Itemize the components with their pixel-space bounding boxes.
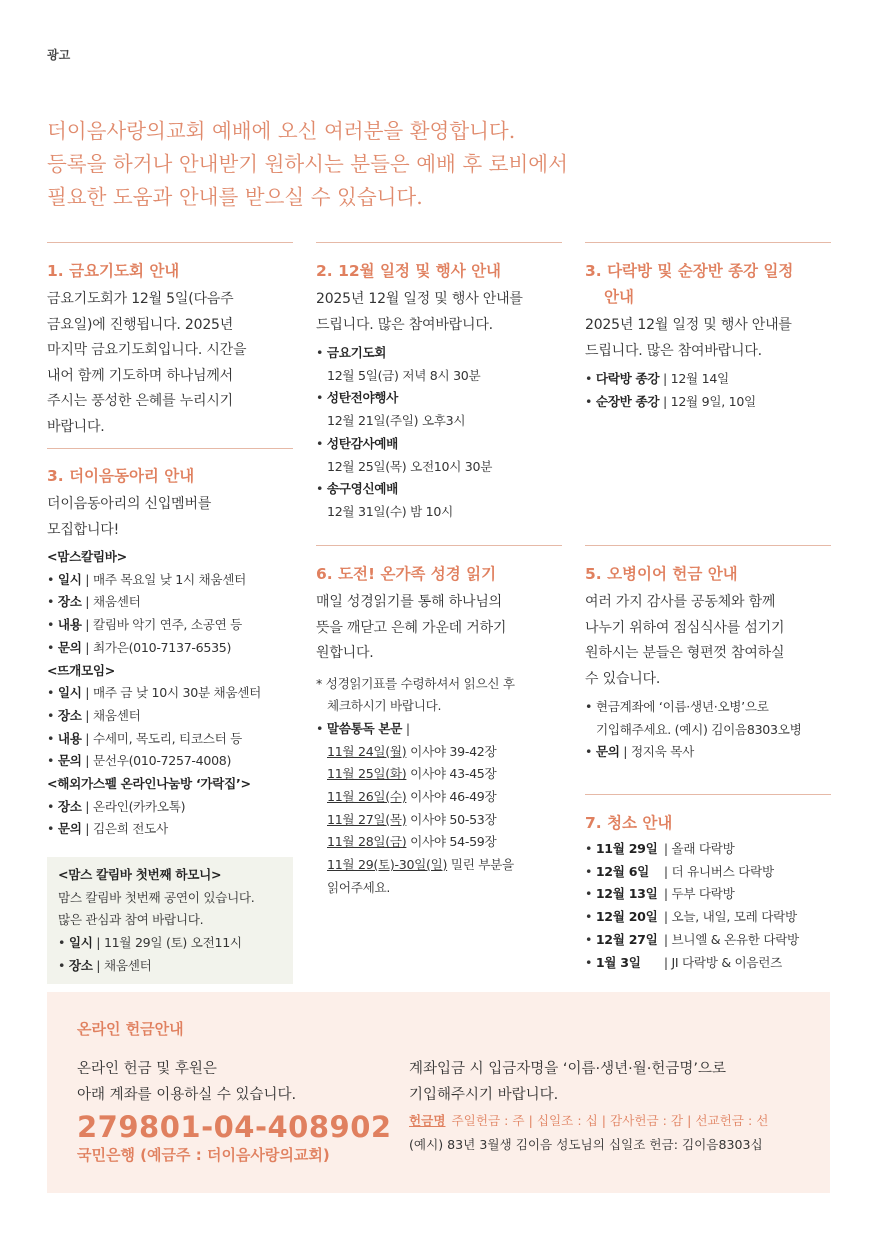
column-1 [47, 242, 293, 440]
note-line: 체크하시기 바랍니다. [327, 698, 442, 714]
event-time: 12월 21일(주일) 오후3시 [327, 413, 466, 429]
reading-item: 11월 29(토)-30일(일) 밀린 부분을 [327, 857, 514, 873]
text-line: 매일 성경읽기를 통해 하나님의 [316, 594, 502, 610]
text-line: 2025년 12월 일정 및 행사 안내를 [316, 291, 523, 307]
list-item: • 성탄전야행사 [316, 390, 399, 406]
event-time: 12월 5일(금) 저녁 8시 30분 [327, 367, 481, 383]
text-line: 여러 가지 감사를 공동체와 함께 [585, 594, 776, 610]
list-item: • 장소 | 채움센터 [47, 707, 141, 723]
column-3-offering [585, 545, 831, 764]
list-item: • 문의 | 김은희 전도사 [47, 821, 168, 837]
reading-item: 11월 26일(수) 이사야 46-49장 [327, 789, 497, 805]
text-line: 나누기 위하여 점심식사를 섬기기 [585, 619, 785, 636]
list-item: • 12월 6일 | 더 유니버스 다락방 [585, 863, 774, 879]
reading-item: 11월 24일(월) 이사야 39-42장 [327, 743, 497, 759]
section-title-bible-reading: 6. 도전! 온가족 성경 읽기 [316, 565, 497, 583]
text-line: 맘스 칼림바 첫번째 공연이 있습니다. [58, 889, 255, 905]
club-groups [47, 546, 293, 841]
list-item: • 일시 | 매주 목요일 낮 1시 채움센터 [47, 571, 247, 587]
text-line: 수 있습니다. [585, 670, 661, 687]
bank-name: 국민은행 (예금주 : 더이음사랑의교회) [77, 1146, 330, 1164]
section-body [316, 287, 562, 338]
welcome-line: 등록을 하거나 안내받기 원하시는 분들은 예배 후 로비에서 [47, 152, 568, 176]
box-header: <맘스 칼림바 첫번째 하모니> [58, 867, 222, 882]
text-line: 온라인 헌금 및 후원은 [77, 1061, 217, 1077]
online-offering-panel [47, 992, 830, 1193]
ad-tag: 광고 [47, 48, 71, 62]
column-1-club [47, 448, 293, 841]
text-line: 내어 함께 기도하며 하나님께서 [47, 367, 233, 384]
list-item: • 금요기도회 [316, 345, 387, 360]
text-line: 뜻을 깨닫고 은혜 가운데 거하기 [316, 619, 507, 636]
list-item: • 장소 | 채움센터 [47, 594, 141, 610]
reading-item: 11월 27일(목) 이사야 50-53장 [327, 811, 497, 827]
deposit-example: (예시) 83년 3월생 김이음 성도님의 십일조 헌금: 김이음8303십 [409, 1137, 763, 1152]
list-item: • 12월 20일 | 오늘, 내일, 모레 다락방 [585, 909, 797, 925]
section-title-friday-prayer: 1. 금요기도회 안내 [47, 262, 180, 280]
list-item: • 일시 | 매주 금 낮 10시 30분 채움센터 [47, 685, 261, 701]
text-line: 원합니다. [316, 645, 374, 661]
reading-item: 11월 25일(화) 이사야 43-45장 [327, 766, 497, 782]
column-2 [316, 242, 562, 524]
reading-tail: 읽어주세요. [327, 879, 391, 895]
list-item: • 내용 | 칼림바 악기 연주, 소공연 등 [47, 617, 243, 633]
reading-list [316, 673, 562, 900]
welcome-message [47, 115, 837, 214]
text-line: 드립니다. 많은 참여바랍니다. [316, 316, 493, 333]
welcome-line: 필요한 도움과 안내를 받으실 수 있습니다. [47, 185, 423, 209]
text-line: 원하시는 분들은 형편껏 참여하실 [585, 645, 785, 661]
event-list [316, 342, 562, 524]
event-time: 12월 31일(수) 밤 10시 [327, 503, 453, 519]
section-title-offering: 5. 오병이어 헌금 안내 [585, 565, 738, 583]
section-title-closing-schedule: 3. 다락방 및 순장반 종강 일정 안내 [585, 262, 794, 306]
kalimba-concert-box [47, 857, 293, 984]
section-title-cleaning: 7. 청소 안내 [585, 814, 673, 832]
list-item: • 문의 | 정지욱 목사 [585, 744, 694, 760]
event-time: 12월 25일(목) 오전10시 30분 [327, 458, 493, 474]
text-line: 기입해주시기 바랍니다. [409, 1087, 559, 1103]
section-body [585, 590, 831, 692]
text-line: 모집합니다! [47, 521, 120, 538]
list-item-cont: 기입해주세요. (예시) 김이음8303오병 [596, 721, 802, 737]
offering-list [585, 696, 831, 764]
text-line: 금요일)에 진행됩니다. 2025년 [47, 316, 234, 333]
section-title-december-schedule: 2. 12월 일정 및 행사 안내 [316, 262, 502, 280]
list-item: • 성탄감사예배 [316, 435, 399, 451]
list-item: • 말씀통독 본문 | [316, 720, 410, 736]
list-item: • 현금계좌에 ‘이름·생년·오병’으로 [585, 699, 769, 714]
list-item: • 12월 13일 | 두부 다락방 [585, 886, 735, 902]
closing-list [585, 368, 831, 413]
text-line: 아래 계좌를 이용하실 수 있습니다. [77, 1087, 297, 1103]
online-offering-text [77, 1056, 296, 1108]
cleaning-list [585, 838, 831, 974]
section-title-club: 3. 더이음동아리 안내 [47, 467, 195, 485]
section-body [47, 492, 293, 543]
group-header: <맘스칼림바> [47, 549, 127, 564]
column-3-cleaning [585, 794, 831, 974]
welcome-line: 더이음사랑의교회 예배에 오신 여러분을 환영합니다. [47, 119, 516, 143]
list-item: • 일시 | 11월 29일 (토) 오전11시 [58, 935, 242, 951]
note-line: * 성경읽기표를 수령하셔서 읽으신 후 [316, 675, 515, 691]
text-line: 2025년 12월 일정 및 행사 안내를 [585, 317, 792, 333]
text-line: 드립니다. 많은 참여바랍니다. [585, 342, 762, 359]
column-3 [585, 242, 831, 413]
list-item: • 문의 | 최가은(010-7137-6535) [47, 639, 232, 655]
group-header: <해외가스펠 온라인나눔방 ‘가락집’> [47, 776, 251, 792]
text-line: 마지막 금요기도회입니다. 시간을 [47, 342, 247, 358]
list-item: • 장소 | 채움센터 [58, 957, 152, 973]
deposit-instructions [409, 1056, 726, 1108]
section-body [47, 287, 293, 440]
list-item: • 순장반 종강 | 12월 9일, 10일 [585, 393, 756, 409]
text-line: 계좌입금 시 입금자명을 ‘이름·생년·월·헌금명’으로 [409, 1061, 727, 1077]
list-item: • 11월 29일 | 올래 다락방 [585, 841, 735, 856]
text-line: 주시는 풍성한 은혜를 누리시기 [47, 393, 233, 409]
offering-codes: 헌금명 주일헌금 : 주 | 십일조 : 십 | 감사헌금 : 감 | 선교헌금 : 선 [409, 1113, 769, 1128]
text-line: 더이음동아리의 신입멤버를 [47, 496, 212, 512]
section-body [585, 313, 831, 364]
text-line: 많은 관심과 참여 바랍니다. [58, 912, 204, 928]
text-line: 바랍니다. [47, 418, 105, 435]
reading-item: 11월 28일(금) 이사야 54-59장 [327, 834, 497, 850]
list-item: • 문의 | 문선우(010-7257-4008) [47, 753, 232, 769]
online-offering-title: 온라인 헌금안내 [77, 1020, 184, 1038]
list-item: • 내용 | 수세미, 목도리, 티코스터 등 [47, 730, 243, 746]
account-number: 279801-04-408902 [77, 1110, 392, 1144]
column-2-bible [316, 545, 562, 900]
list-item: • 장소 | 온라인(카카오톡) [47, 798, 186, 814]
list-item: • 다락방 종강 | 12월 14일 [585, 371, 729, 386]
section-body [316, 590, 562, 667]
text-line: 금요기도회가 12월 5일(다음주 [47, 291, 234, 307]
list-item: • 송구영신예배 [316, 481, 399, 497]
group-header: <뜨개모임> [47, 662, 115, 678]
list-item: • 1월 3일 | JI 다락방 & 이음런즈 [585, 954, 783, 970]
list-item: • 12월 27일 | 브니엘 & 온유한 다락방 [585, 931, 799, 947]
